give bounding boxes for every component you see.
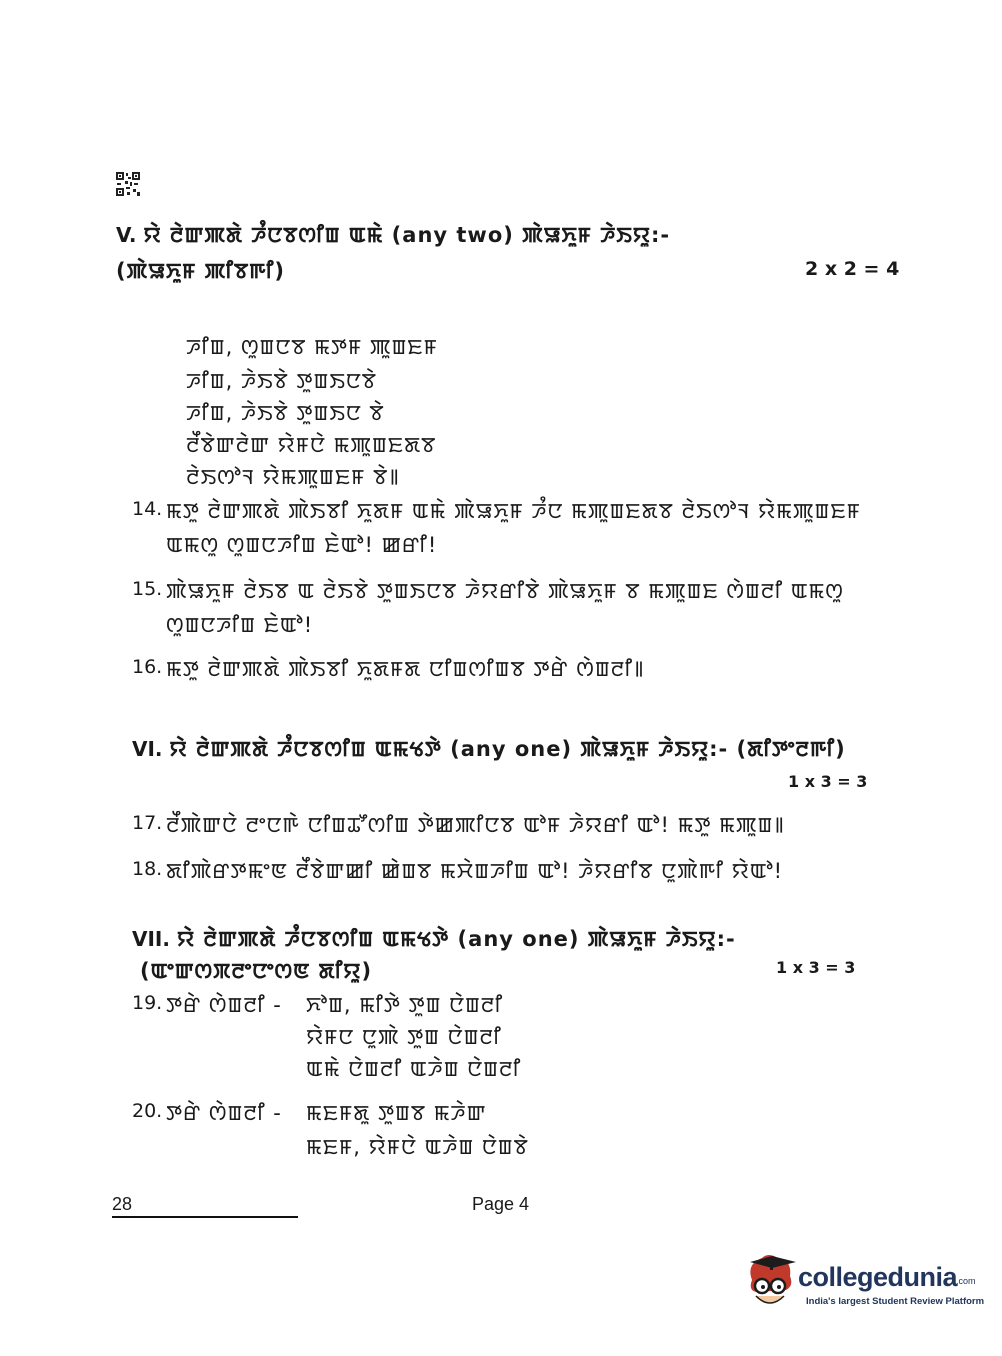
section-vi-label: VI.: [132, 737, 163, 761]
verse-line: ꯃꯐꯝꯗꯨ ꯇꯨꯡꯕ ꯃꯍꯥꯛ: [306, 1101, 487, 1125]
question-number: 15.: [132, 578, 163, 600]
question-number: 14.: [132, 498, 163, 520]
poem-line: ꯍꯤꯡ, ꯍꯥꯏꯕꯥ ꯇꯨꯡꯏꯅ ꯕꯥ: [186, 401, 385, 425]
question-text: ꯂꯩꯄꯥꯛꯅꯥ ꯂꯦꯅꯒꯥ ꯅꯤꯡꯊꯧꯁꯤꯡ ꯇꯥꯀꯄꯤꯅꯕ ꯑꯣꯝ ꯍꯥꯌꯔꯤ ꯑꯣ! ꯃꯇꯨ ꯃꯄꯨꯡ꯫: [166, 813, 785, 837]
question-label: ꯇꯔꯥ ꯁꯥꯡꯂꯤ -: [166, 993, 282, 1017]
section-vii-label: VII.: [132, 927, 170, 951]
section-vii-heading-cont: (ꯑꯦꯛꯁꯞꯂꯦꯅꯦꯁꯟ ꯗꯤꯌꯨ): [140, 959, 373, 983]
section-vii-heading: [132, 924, 736, 953]
section-v-heading-text: ꯌꯥ ꯂꯥꯛꯄꯗꯥ ꯍꯪꯅꯕꯁꯤꯡ ꯑꯃꯥ (any two) ꯄꯥꯎꯈꯨꯝ ꯍꯥꯏꯌꯨ:-: [143, 223, 671, 247]
poem-line: ꯂꯩꯕꯥꯛꯂꯥꯛ ꯌꯥꯝꯅꯥ ꯃꯄꯨꯡꯐꯗꯕ: [186, 433, 437, 457]
footer-page-code: 28: [112, 1194, 133, 1214]
poem-line: ꯂꯥꯏꯁꯣꯜ ꯌꯥꯃꯄꯨꯡꯐꯝ ꯕꯥ꯫: [186, 465, 400, 489]
question-label: ꯇꯔꯥ ꯁꯥꯡꯂꯤ -: [166, 1101, 282, 1125]
question-number: 18.: [132, 858, 163, 880]
collegedunia-mascot-icon: [742, 1250, 800, 1312]
question-text: ꯃꯇꯨ ꯂꯥꯛꯄꯗꯥ ꯄꯥꯏꯕꯤ ꯈꯨꯗꯝꯗ ꯅꯤꯡꯁꯤꯡꯕ ꯇꯔꯥ ꯁꯥꯡꯂꯤ꯫: [166, 657, 645, 681]
question-text: ꯑꯃꯁꯨ ꯁꯨꯡꯅꯍꯤꯡ ꯐꯥꯑꯣ! ꯀꯔꯤ!: [166, 533, 438, 557]
brand-name: collegedunia: [798, 1262, 958, 1292]
question-number: 20.: [132, 1100, 163, 1122]
section-v-heading: [116, 220, 670, 249]
question-text: ꯄꯥꯎꯈꯨꯝ ꯂꯥꯏꯕ ꯑ ꯂꯥꯏꯕꯥ ꯇꯨꯡꯏꯅꯕ ꯍꯥꯌꯔꯤꯕꯥ ꯄꯥꯎꯈꯨꯝ ꯕ ꯃꯄꯨꯡꯐ ꯁꯥꯡꯂꯤ ꯑꯃꯁꯨ: [166, 579, 844, 603]
question-text: ꯃꯇꯨ ꯂꯥꯛꯄꯗꯥ ꯄꯥꯏꯕꯤ ꯈꯨꯗꯝ ꯑꯃꯥ ꯄꯥꯎꯈꯨꯝ ꯍꯪꯅ ꯃꯄꯨꯡꯐꯗꯕ ꯂꯥꯏꯁꯣꯜ ꯌꯥꯃꯄꯨꯡꯐꯝ: [166, 499, 861, 523]
verse-line: ꯌꯥꯝꯅ ꯅꯨꯄꯥ ꯇꯨꯡ ꯅꯥꯡꯂꯤ: [306, 1025, 502, 1049]
question-text: ꯗꯤꯄꯥꯔꯇꯃꯦꯟ ꯂꯩꯕꯥꯛꯀꯤ ꯀꯥꯡꯕ ꯃꯆꯥꯡꯍꯤꯡ ꯑꯣ! ꯍꯥꯌꯔꯤꯕ ꯅꯨꯄꯥꯒꯤ ꯌꯥꯑꯣ!: [166, 859, 784, 883]
section-vii-heading-text: ꯌꯥ ꯂꯥꯛꯄꯗꯥ ꯍꯪꯅꯕꯁꯤꯡ ꯑꯃꯠꯇꯥ (any one) ꯄꯥꯎꯈꯨꯝ ꯍꯥꯏꯌꯨ:-: [176, 927, 736, 951]
qr-code-icon: [116, 172, 140, 196]
verse-line: ꯃꯐꯝ, ꯌꯥꯝꯅꯥ ꯑꯍꯥꯡ ꯅꯥꯡꯕꯥ: [306, 1135, 529, 1159]
question-text: ꯁꯨꯡꯅꯍꯤꯡ ꯐꯥꯑꯣ!: [166, 613, 314, 637]
section-vi-heading-text: ꯌꯥ ꯂꯥꯛꯄꯗꯥ ꯍꯪꯅꯕꯁꯤꯡ ꯑꯃꯠꯇꯥ (any one) ꯄꯥꯎꯈꯨꯝ ꯍꯥꯏꯌꯨ:- (ꯗꯤꯇꯦꯂꯒꯤ): [169, 737, 846, 761]
question-number: 19.: [132, 992, 163, 1014]
section-vi-marks: 1 x 3 = 3: [788, 772, 868, 791]
section-v-label: V.: [116, 223, 137, 247]
verse-line: ꯈꯣꯡ, ꯃꯤꯇꯥ ꯇꯨꯡ ꯅꯥꯡꯂꯤ: [306, 993, 504, 1017]
section-v-marks: 2 x 2 = 4: [805, 258, 900, 280]
section-vi-heading: [132, 734, 846, 763]
poem-line: ꯍꯤꯡ, ꯁꯨꯡꯅꯕ ꯃꯇꯝ ꯄꯨꯡꯐꯝ: [186, 335, 438, 359]
question-number: 17.: [132, 812, 163, 834]
footer-page-number: Page 4: [472, 1194, 530, 1214]
question-number: 16.: [132, 656, 163, 678]
brand-suffix: .com: [956, 1276, 976, 1286]
section-vii-marks: 1 x 3 = 3: [776, 958, 856, 977]
section-v-heading-cont: (ꯄꯥꯎꯈꯨꯝ ꯄꯤꯕꯒꯤ): [116, 259, 285, 283]
poem-line: ꯍꯤꯡ, ꯍꯥꯏꯕꯥ ꯇꯨꯡꯏꯅꯕꯥ: [186, 369, 377, 393]
footer-rule: [112, 1216, 298, 1218]
brand-tagline: India's largest Student Review Platform: [806, 1296, 985, 1307]
verse-line: ꯑꯃꯥ ꯅꯥꯡꯂꯤ ꯑꯍꯥꯡ ꯅꯥꯡꯂꯤ: [306, 1057, 522, 1081]
